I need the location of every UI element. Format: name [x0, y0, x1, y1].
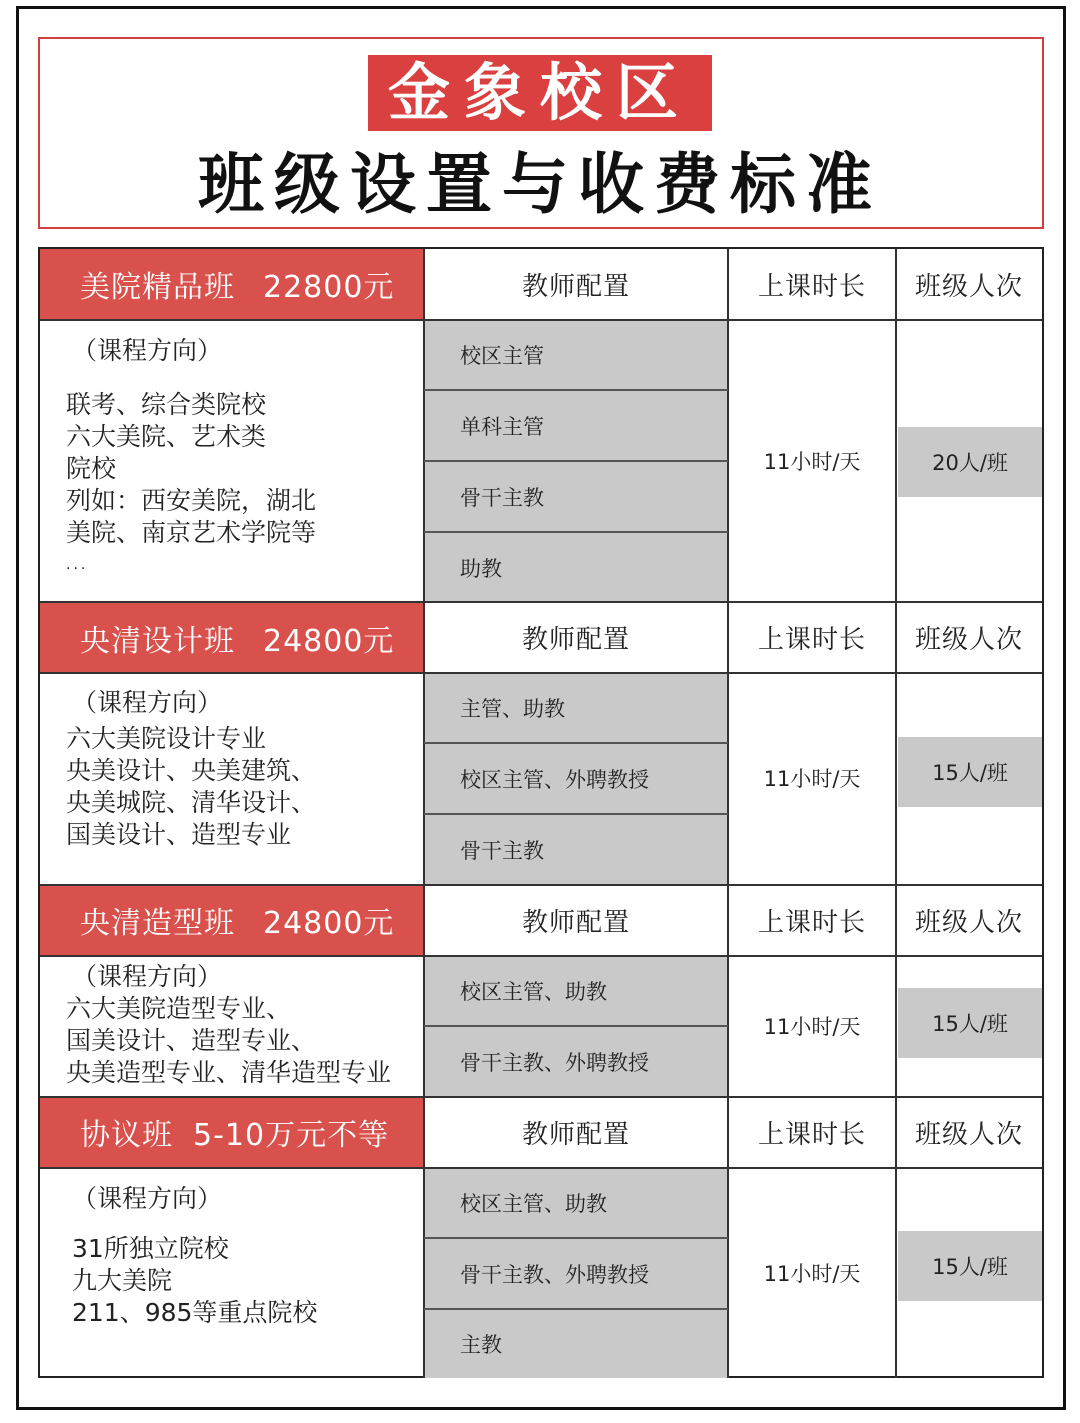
col-header-teachers: 教师配置	[521, 907, 630, 938]
hours-cell: 11小时/天	[763, 767, 861, 791]
campus-title: 金象校区	[368, 55, 712, 131]
pricing-table	[38, 247, 1044, 1378]
col-header-teachers: 教师配置	[521, 625, 630, 655]
course-direction-2	[66, 687, 416, 851]
direction-line: 央美城院、清华设计、	[66, 788, 317, 817]
col-header-hours: 上课时长	[757, 1119, 866, 1150]
cell-divider	[424, 742, 728, 744]
class-header-3	[40, 885, 424, 955]
size-cell: 15人/班	[898, 737, 1042, 807]
class-header-4	[40, 1097, 424, 1167]
grid-line	[40, 601, 1042, 603]
col-header-size: 班级人次	[914, 625, 1023, 655]
grid-line	[40, 1167, 1042, 1169]
col-header-teachers: 教师配置	[521, 271, 630, 302]
direction-ellipsis: ...	[66, 557, 89, 573]
direction-line: 央美设计、央美建筑、	[66, 756, 317, 785]
direction-label: （课程方向）	[72, 336, 223, 365]
col-header-hours: 上课时长	[757, 907, 866, 938]
direction-line: 211、985等重点院校	[72, 1298, 318, 1327]
col-header-hours: 上课时长	[757, 271, 866, 302]
direction-line: 院校	[66, 454, 117, 483]
teacher-cell: 骨干主教、外聘教授	[424, 1239, 728, 1308]
teacher-cell: 主教	[424, 1310, 728, 1378]
col-header-size: 班级人次	[914, 1119, 1023, 1150]
teacher-cell: 主管、助教	[424, 673, 728, 742]
col-header-teachers: 教师配置	[521, 1119, 630, 1150]
class-price: 24800元	[263, 906, 395, 941]
class-name: 协议班	[80, 1118, 173, 1153]
class-header-1	[40, 249, 424, 319]
teacher-cell: 助教	[424, 533, 728, 602]
class-price: 24800元	[263, 623, 395, 659]
size-cell: 15人/班	[898, 988, 1042, 1058]
hours-cell: 11小时/天	[763, 1014, 861, 1039]
teacher-cell: 骨干主教	[424, 815, 728, 884]
teacher-cell: 骨干主教	[424, 462, 728, 531]
direction-label: （课程方向）	[72, 688, 223, 717]
hours-cell: 11小时/天	[763, 1261, 861, 1286]
teacher-cell: 校区主管、外聘教授	[424, 744, 728, 813]
direction-line: 美院、南京艺术学院等	[66, 518, 317, 547]
grid-line	[40, 1096, 1042, 1098]
direction-line: 央美造型专业、清华造型专业	[66, 1058, 392, 1087]
direction-line: 国美设计、造型专业	[66, 820, 292, 849]
cell-divider	[424, 1237, 728, 1239]
grid-line	[40, 884, 1042, 886]
direction-label: （课程方向）	[72, 962, 223, 991]
direction-line: 列如：西安美院，湖北	[66, 486, 317, 515]
teacher-cell: 校区主管、助教	[424, 956, 728, 1025]
grid-line	[40, 672, 1042, 674]
direction-line: 九大美院	[72, 1266, 173, 1295]
col-header-size: 班级人次	[914, 271, 1023, 302]
grid-line	[40, 319, 1042, 321]
hours-cell: 11小时/天	[763, 449, 861, 474]
class-name: 央清设计班	[80, 623, 235, 659]
cell-divider	[424, 389, 728, 391]
page-title: 班级设置与收费标准	[198, 145, 882, 223]
class-price: 5-10万元不等	[193, 1118, 390, 1153]
teacher-cell: 骨干主教、外聘教授	[424, 1027, 728, 1096]
col-header-size: 班级人次	[914, 907, 1023, 938]
direction-line: 31所独立院校	[72, 1234, 229, 1263]
cell-divider	[424, 1308, 728, 1310]
size-cell: 20人/班	[898, 427, 1042, 497]
course-direction-3	[66, 961, 426, 1089]
direction-line: 联考、综合类院校	[66, 390, 267, 419]
direction-label: （课程方向）	[72, 1184, 223, 1213]
course-direction-1	[66, 335, 416, 581]
teacher-cell: 校区主管	[424, 320, 728, 389]
cell-divider	[424, 813, 728, 815]
grid-line	[895, 249, 897, 1378]
class-header-2	[40, 603, 424, 672]
direction-line: 六大美院、艺术类	[66, 422, 267, 451]
course-direction-4	[72, 1183, 422, 1329]
cell-divider	[424, 1025, 728, 1027]
grid-line	[40, 955, 1042, 957]
direction-line: 六大美院造型专业、	[66, 994, 292, 1023]
teacher-cell: 校区主管、助教	[424, 1168, 728, 1237]
class-name: 央清造型班	[80, 906, 235, 941]
cell-divider	[424, 531, 728, 533]
col-header-hours: 上课时长	[757, 625, 866, 655]
direction-line: 国美设计、造型专业、	[66, 1026, 317, 1055]
class-price: 22800元	[263, 270, 395, 305]
teacher-cell: 单科主管	[424, 391, 728, 460]
size-cell: 15人/班	[898, 1231, 1042, 1301]
class-name: 美院精品班	[80, 270, 235, 305]
cell-divider	[424, 460, 728, 462]
direction-line: 六大美院设计专业	[66, 724, 267, 753]
